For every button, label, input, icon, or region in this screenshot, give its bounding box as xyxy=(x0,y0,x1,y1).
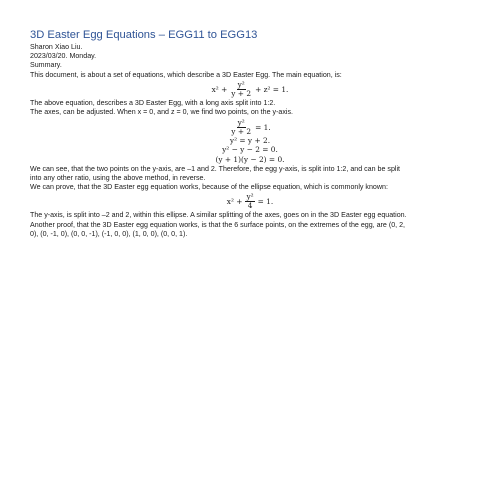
main-equation xyxy=(30,81,470,98)
paragraph-ellipse: The y-axis, is split into –2 and 2, within this ellipse. A similar splitting of the axes, goes on in the 3D Easter egg equation. xyxy=(30,211,407,220)
paragraph-points-cont: into any other ratio, using the above method, in reverse. xyxy=(30,174,206,183)
derivation-fraction xyxy=(230,119,252,136)
paragraph-points: We can see, that the two points on the y-axis, are –1 and 2. Therefore, the egg y-axis, is split into 1:2, and can be split xyxy=(30,164,401,173)
ellipse-equation xyxy=(30,193,470,210)
derivation-line-3: y² − y − 2 = 0. xyxy=(222,145,278,155)
main-equation-fraction xyxy=(230,81,252,98)
paragraph-description: The above equation, describes a 3D Easter Egg, with a long axis split into 1:2. xyxy=(30,98,276,107)
derivation-numerator: y² xyxy=(237,118,245,128)
paragraph-intro: This document, is about a set of equations, which describe a 3D Easter Egg. The main equation, is: xyxy=(30,70,342,79)
derivation-line-4: (y + 1)(y − 2) = 0. xyxy=(215,154,285,164)
main-equation-numerator: y² xyxy=(237,79,245,89)
derivation-denominator: y + 2 xyxy=(231,127,252,137)
document-title: 3D Easter Egg Equations – EGG11 to EGG13 xyxy=(30,29,258,41)
section-heading: Summary. xyxy=(30,61,62,70)
ellipse-equation-numerator: y² xyxy=(246,192,254,202)
document-page xyxy=(30,28,470,239)
paragraph-axes: The axes, can be adjusted. When x = 0, and z = 0, we find two points, on the y-axis. xyxy=(30,108,294,117)
main-equation-left: x² + xyxy=(211,84,228,94)
main-equation-denominator: y + 2 xyxy=(231,88,252,98)
date-line: 2023/03/20. Monday. xyxy=(30,52,97,61)
main-equation-right: + z² = 1. xyxy=(255,84,289,94)
derivation-right: = 1. xyxy=(255,123,271,133)
paragraph-surface-points: Another proof, that the 3D Easter egg equation works, is that the 6 surface points, on the extremes of the egg, are (0, 2, xyxy=(30,220,406,229)
ellipse-equation-right: = 1. xyxy=(257,197,274,207)
author-line: Sharon Xiao Liu. xyxy=(30,43,83,51)
ellipse-equation-left: x² + xyxy=(226,197,243,207)
paragraph-surface-points-cont: 0), (0, -1, 0), (0, 0, -1), (-1, 0, 0), (1, 0, 0), (0, 0, 1). xyxy=(30,229,188,238)
paragraph-proof: We can prove, that the 3D Easter egg equation works, because of the ellipse equation, which is commonly known: xyxy=(30,183,388,192)
derivation-block xyxy=(30,118,470,164)
derivation-line-2: y² = y + 2. xyxy=(229,136,271,146)
ellipse-equation-denominator: 4 xyxy=(247,201,253,211)
ellipse-equation-fraction xyxy=(245,193,254,210)
